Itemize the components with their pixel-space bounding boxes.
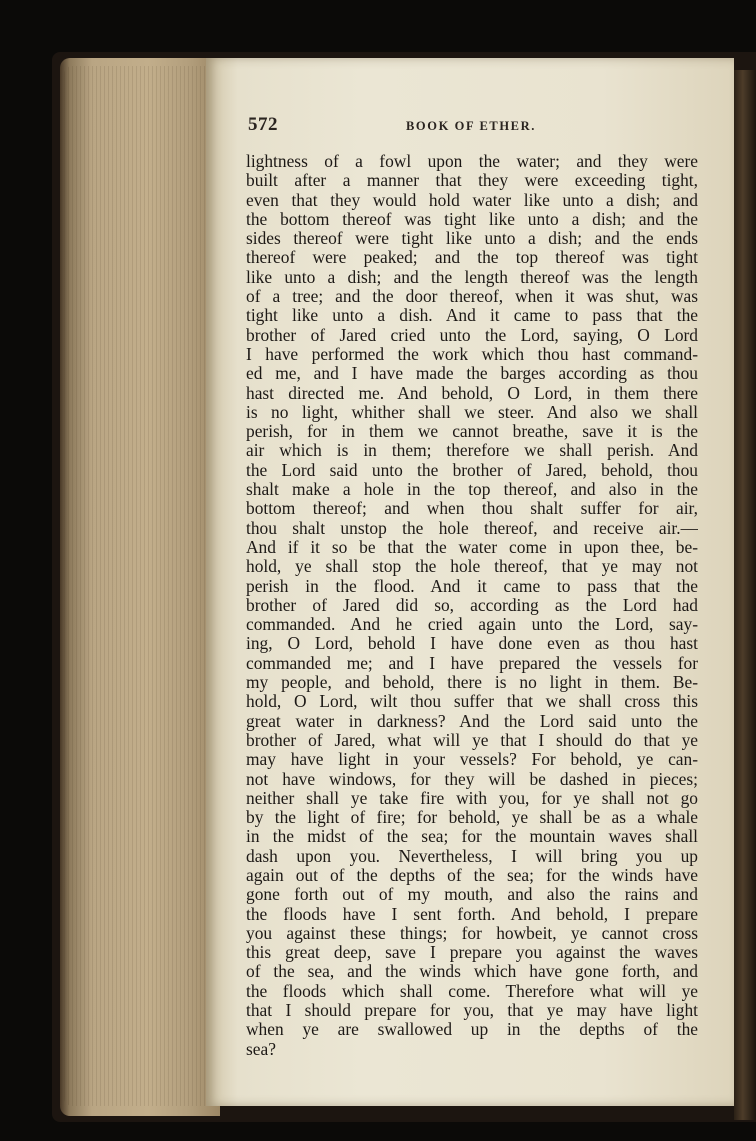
text-line: tight like unto a dish. And it came to pass that the [246,306,698,326]
text-line: built after a manner that they were exceeding tight, [246,171,698,191]
text-line: thereof were peaked; and the top thereof was tight [246,248,698,268]
text-line: that I should prepare for you, that ye may have light [246,1001,698,1021]
text-line: thou shalt unstop the hole thereof, and receive air.— [246,518,698,538]
text-line: I have performed the work which thou hast command- [246,344,698,364]
text-line: may have light in your vessels? For behold, ye can- [246,750,698,770]
text-line: even that they would hold water like unto a dish; and [246,190,698,210]
book-spine [734,70,756,1120]
text-line: of a tree; and the door thereof, when it was shut, was [246,287,698,307]
text-line: shalt make a hole in the top thereof, and also in the [246,480,698,500]
text-line: air which is in them; therefore we shall perish. And [246,441,698,461]
text-line: ing, O Lord, behold I have done even as thou hast [246,634,698,654]
text-line: bottom thereof; and when thou shalt suffer for air, [246,499,698,519]
text-line: commanded me; and I have prepared the vessels for [246,653,698,673]
text-line: sea? [246,1039,276,1059]
text-line: gone forth out of my mouth, and also the rains and [246,885,698,905]
page-header [248,114,698,140]
text-line: the floods which shall come. Therefore what will ye [246,981,698,1001]
text-line: hold, O Lord, wilt thou suffer that we shall cross this [246,692,698,712]
text-line: like unto a dish; and the length thereof was the length [246,267,698,287]
text-line: hast directed me. And behold, O Lord, in them there [246,383,698,403]
text-line: not have windows, for they will be dashed in pieces; [246,769,698,789]
text-line: sides thereof were tight like unto a dish; and the ends [246,229,698,249]
text-line: in the midst of the sea; for the mountain waves shall [246,827,698,847]
text-line: commanded. And he cried again unto the Lord, say- [246,615,698,635]
text-line: hold, ye shall stop the hole thereof, that ye may not [246,557,698,577]
text-line: neither shall ye take fire with you, for ye shall not go [246,788,698,808]
page-number: 572 [248,114,278,135]
text-line: brother of Jared, what will ye that I should do that ye [246,730,698,750]
running-title: BOOK OF ETHER. [406,119,536,133]
text-line: my people, and behold, there is no light in them. Be- [246,673,698,693]
text-line: when ye are swallowed up in the depths of the [246,1020,698,1040]
text-line: again out of the depths of the sea; for the winds have [246,865,698,885]
text-line: of the sea, and the winds which have gone forth, and [246,962,698,982]
page-body-text [246,152,698,1059]
text-line: perish in the flood. And it came to pass that the [246,576,698,596]
page-block-texture [64,66,214,1106]
text-line: the bottom thereof was tight like unto a dish; and the [246,209,698,229]
text-line: ed me, and I have made the barges according as thou [246,364,698,384]
text-line: brother of Jared did so, according as the Lord had [246,595,698,615]
text-line: lightness of a fowl upon the water; and they were [246,152,698,171]
text-line: the floods have I sent forth. And behold, I prepare [246,904,698,924]
text-line: by the light of fire; for behold, ye shall be as a whale [246,808,698,828]
text-line: great water in darkness? And the Lord said unto the [246,711,698,731]
text-line: dash upon you. Nevertheless, I will bring you up [246,846,698,866]
text-line: perish, for in them we cannot breathe, save it is the [246,422,698,442]
text-line: you against these things; for howbeit, ye cannot cross [246,923,698,943]
text-line: this great deep, save I prepare you against the waves [246,943,698,963]
text-line: the Lord said unto the brother of Jared, behold, thou [246,460,698,480]
text-line: brother of Jared cried unto the Lord, saying, O Lord [246,325,698,345]
text-line: is no light, whither shall we steer. And also we shall [246,402,698,422]
text-line: And if it so be that the water come in upon thee, be- [246,537,698,557]
